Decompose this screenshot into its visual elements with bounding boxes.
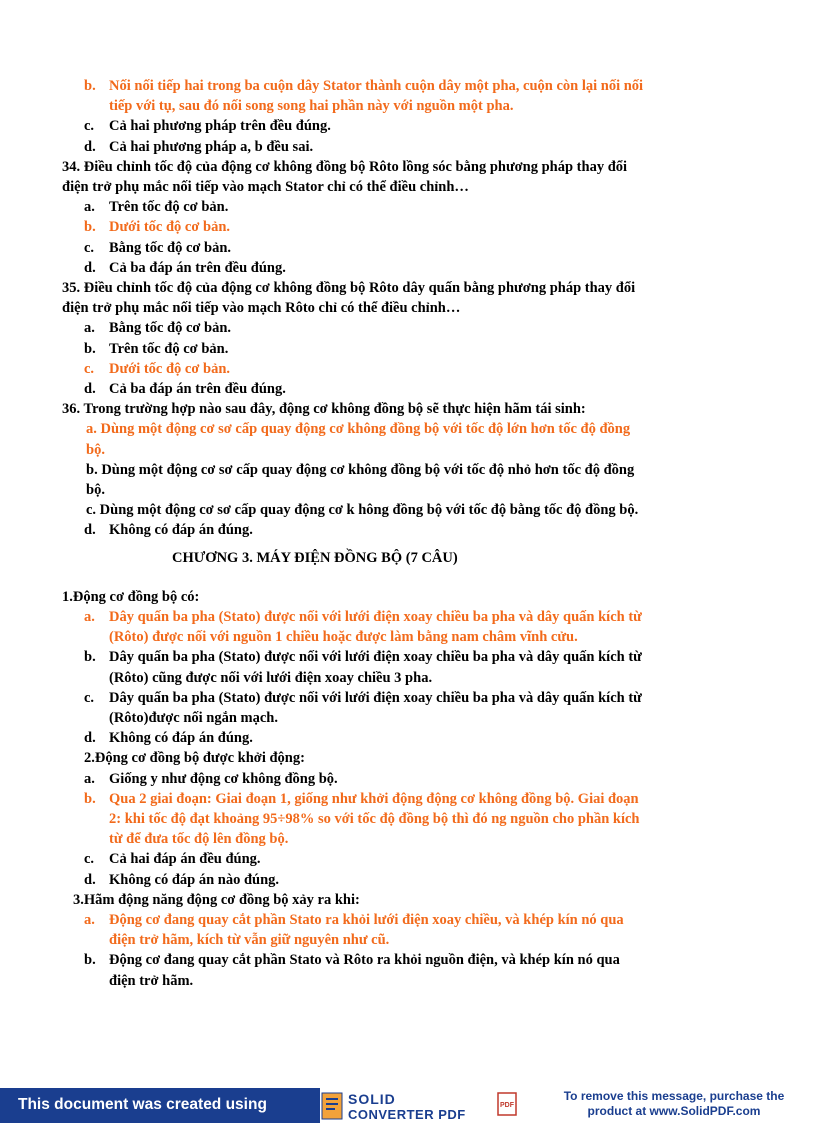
answer-marker: a. [84, 199, 95, 216]
answer-text: Cả hai đáp án đều đúng. [109, 851, 261, 868]
answer-text: Không có đáp án đúng. [109, 522, 253, 539]
answer-line: từ để đưa tốc độ lên đồng bộ. [109, 831, 289, 848]
answer-marker: b. [84, 649, 96, 666]
answer-line [84, 77, 643, 95]
answer-text: Cả hai phương pháp trên đều đúng. [109, 118, 331, 135]
answer-line [84, 239, 231, 257]
answer-text: Cả ba đáp án trên đều đúng. [109, 259, 286, 276]
answer-line: (Rôto) được nối với nguồn 1 chiều hoặc được làm bằng nam châm vĩnh cửu. [109, 629, 578, 646]
answer-marker: b. [84, 790, 96, 807]
answer-line: bộ. [86, 482, 105, 498]
answer-line [84, 871, 279, 889]
answer-line [84, 608, 642, 626]
answer-line [84, 648, 642, 666]
answer-line [84, 340, 228, 358]
answer-marker: c. [84, 118, 95, 135]
answer-marker: a. [84, 609, 95, 625]
answer-text: Dây quấn ba pha (Stato) được nối với lưới điện xoay chiều ba pha và dây quấn kích từ [109, 609, 642, 625]
answer-line: b. Dùng một động cơ sơ cấp quay động cơ không đồng bộ với tốc độ nhỏ hơn tốc độ đồng [86, 461, 635, 478]
question-line: 3.Hãm động năng động cơ đồng bộ xảy ra khi: [73, 891, 360, 908]
question-line: điện trở phụ mắc nối tiếp vào mạch Rôto chỉ có thể điều chỉnh… [62, 300, 461, 317]
question-line: 34. Điều chỉnh tốc độ của động cơ không đồng bộ Rôto lồng sóc bằng phương pháp thay đổi [62, 158, 628, 175]
answer-text: Bằng tốc độ cơ bản. [109, 320, 232, 337]
answer-marker: d. [84, 730, 96, 747]
answer-text: Cả ba đáp án trên đều đúng. [109, 381, 286, 397]
answer-marker: d. [84, 259, 96, 276]
answer-line: c. Dùng một động cơ sơ cấp quay động cơ k hông đồng bộ với tốc độ bằng tốc độ đồng bộ. [86, 502, 639, 519]
watermark-footer [0, 1088, 816, 1123]
answer-line [84, 360, 230, 378]
answer-text: Trên tốc độ cơ bản. [109, 340, 229, 357]
footer-note-line1: To remove this message, purchase the [563, 1089, 785, 1103]
answer-text: Không có đáp án đúng. [109, 730, 253, 747]
solidpdf-link[interactable]: www.SolidPDF.com [649, 1104, 761, 1118]
answer-line: 2: khi tốc độ đạt khoảng 95÷98% so với tốc độ đồng bộ thì đó ng nguồn cho phần kích [109, 811, 640, 827]
answer-text: Động cơ đang quay cắt phần Stato và Rôto ra khỏi nguồn điện, và khép kín nó qua [109, 952, 620, 969]
answer-line [84, 319, 231, 337]
footer-note-line2: product at www.SolidPDF.com [587, 1104, 761, 1118]
answer-line [84, 850, 261, 868]
question-line: 1.Động cơ đồng bộ có: [62, 588, 200, 605]
answer-line: điện trở hãm, kích từ vẫn giữ nguyên như cũ. [109, 932, 390, 949]
answer-line [84, 198, 228, 216]
answer-line: điện trở hãm. [109, 972, 194, 989]
answer-marker: d. [84, 522, 96, 539]
answer-text: Trên tốc độ cơ bản. [109, 199, 229, 216]
answer-marker: c. [84, 689, 95, 706]
answer-marker: b. [84, 219, 96, 236]
answer-marker: b. [84, 952, 96, 969]
answer-marker: a. [84, 320, 95, 337]
answer-marker: a. [84, 770, 95, 787]
answer-marker: d. [84, 871, 96, 888]
question-line: 36. Trong trường hợp nào sau đây, động cơ không đồng bộ sẽ thực hiện hãm tái sinh: [62, 401, 586, 418]
answer-text: Bằng tốc độ cơ bản. [109, 239, 232, 256]
answer-line [84, 117, 331, 135]
answer-line: bộ. [86, 441, 105, 458]
logo-text-solid: SOLID [348, 1091, 396, 1107]
solid-converter-logo [320, 1090, 530, 1122]
answer-line [84, 790, 639, 808]
chapter-heading: CHƯƠNG 3. MÁY ĐIỆN ĐỒNG BỘ (7 CÂU) [172, 549, 458, 566]
logo-text-converter: CONVERTER PDF [348, 1107, 466, 1122]
answer-line [84, 689, 642, 707]
answer-marker: c. [84, 851, 95, 868]
answer-line [84, 770, 338, 788]
answer-marker: c. [84, 360, 95, 377]
answer-line [84, 729, 253, 747]
answer-line: (Rôto) cũng được nối với lưới điện xoay chiều 3 pha. [109, 669, 433, 686]
question-line: 2.Động cơ đồng bộ được khởi động: [84, 750, 305, 767]
answer-text: Giống y như động cơ không đồng bộ. [109, 770, 338, 787]
answer-line [84, 218, 230, 236]
footer-message: This document was created using [18, 1096, 267, 1113]
answer-line [84, 138, 313, 156]
answer-text: Nối nối tiếp hai trong ba cuộn dây Stator thành cuộn dây một pha, cuộn còn lại nối nối [109, 78, 644, 94]
answer-marker: b. [84, 340, 96, 357]
answer-line: (Rôto)được nối ngắn mạch. [109, 710, 278, 726]
answer-text: Cả hai phương pháp a, b đều sai. [109, 138, 314, 155]
answer-marker: a. [84, 912, 95, 928]
answer-line [84, 380, 286, 398]
answer-text: Qua 2 giai đoạn: Giai đoạn 1, giống như khởi động động cơ không đồng bộ. Giai đoạn [109, 790, 639, 807]
answer-marker: d. [84, 381, 96, 397]
answer-marker: c. [84, 239, 95, 256]
answer-text: Dưới tốc độ cơ bản. [109, 219, 231, 236]
answer-line [84, 951, 620, 969]
answer-line [84, 521, 253, 539]
answer-text: Dưới tốc độ cơ bản. [109, 360, 231, 377]
answer-marker: b. [84, 78, 96, 94]
question-line: 35. Điều chỉnh tốc độ của động cơ không đồng bộ Rôto dây quấn bằng phương pháp thay đổi [62, 280, 636, 296]
footer-purchase-note [532, 1089, 816, 1119]
footer-banner [0, 1088, 320, 1123]
answer-line [84, 259, 286, 277]
answer-text: Dây quấn ba pha (Stato) được nối với lưới điện xoay chiều ba pha và dây quấn kích từ [109, 649, 642, 666]
answer-marker: d. [84, 138, 96, 155]
answer-text: Không có đáp án nào đúng. [109, 871, 280, 888]
answer-text: Dây quấn ba pha (Stato) được nối với lưới điện xoay chiều ba pha và dây quấn kích từ [109, 689, 642, 706]
question-line: điện trở phụ mắc nối tiếp vào mạch Stator chỉ có thể điều chỉnh… [62, 179, 469, 195]
pdf-icon-label: PDF [500, 1102, 514, 1109]
answer-line [84, 911, 624, 929]
answer-line: tiếp với tụ, sau đó nối song song hai phần này với nguồn một pha. [109, 98, 514, 115]
answer-line: a. Dùng một động cơ sơ cấp quay động cơ không đồng bộ với tốc độ lớn hơn tốc độ đồng [86, 421, 631, 438]
answer-text: Động cơ đang quay cắt phần Stato ra khỏi lưới điện xoay chiều, và khép kín nó qua [109, 912, 624, 928]
